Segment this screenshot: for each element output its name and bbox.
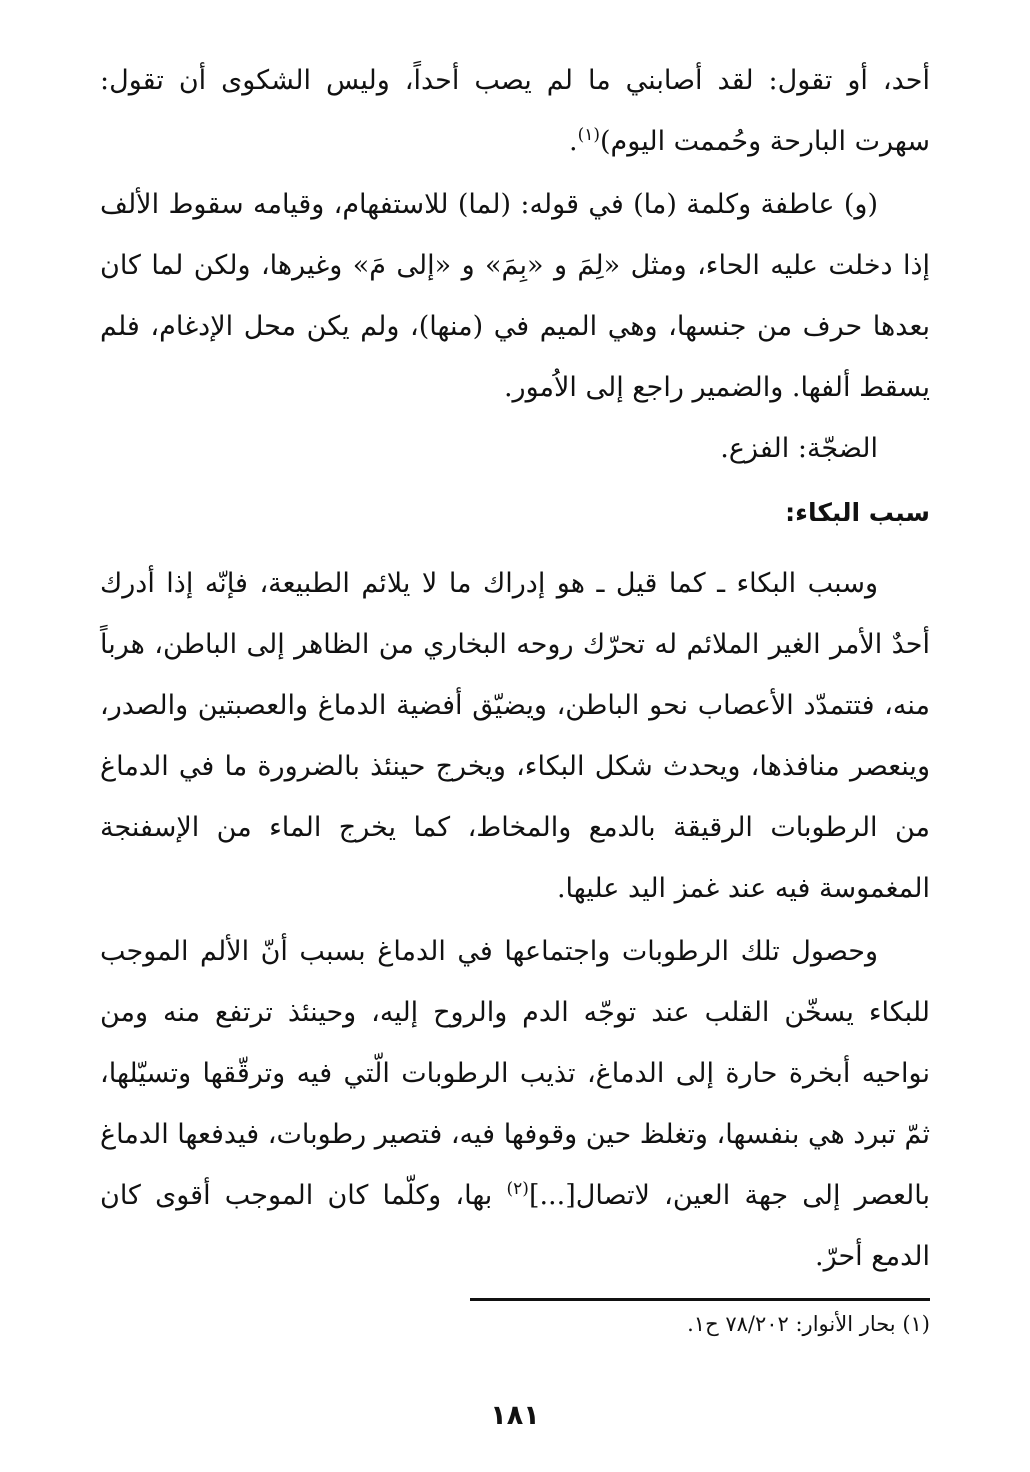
footnote: (١) بحار الأنوار: ٧٨/٢٠٢ ح١.	[687, 1312, 930, 1336]
paragraph-end: .	[569, 126, 578, 157]
page-body	[100, 50, 930, 1287]
section-heading: سبب البكاء:	[785, 498, 930, 527]
page-number: ١٨١	[490, 1400, 540, 1431]
paragraph: (و) عاطفة وكلمة (ما) في قوله: (لما) للاستفهام، وقيامه سقوط الألف إذا دخلت عليه الحاء، ومثل «لِمَ و «بِمَ» و «إلى مَ» وغيرها، ولكن لما كان بعدها حرف من جنسها، وهي الميم في (منها)، ولم يكن محل الإدغام، فلم يسقط ألفها. والضمير راجع إلى الاُمور.	[100, 189, 930, 403]
paragraph-text: أحد، أو تقول: لقد أصابني ما لم يصب أحداً، وليس الشكوى أن تقول: سهرت البارحة وحُممت اليوم)	[100, 65, 930, 157]
footnote-ref[interactable]: (٢)	[506, 1179, 529, 1199]
paragraph	[100, 921, 930, 1287]
paragraph: الضجّة: الفزع.	[720, 433, 878, 464]
footnote-ref[interactable]: (١)	[577, 125, 601, 145]
paragraph: وسبب البكاء ـ كما قيل ـ هو إدراك ما لا يلائم الطبيعة، فإنّه إذا أدرك أحدٌ الأمر الغير الملائم له تحرّك روحه البخاري من الظاهر إلى الباطن، هرباً منه، فتتمدّد الأعصاب نحو الباطن، ويضيّق أفضية الدماغ والعصبتين والصدر، وينعصر منافذها، ويحدث شكل البكاء، ويخرج حينئذ بالضرورة ما في الدماغ من الرطوبات الرقيقة بالدمع والمخاط، كما يخرج الماء من الإسفنجة المغموسة فيه عند غمز اليد عليها.	[100, 568, 930, 904]
footnote-divider	[470, 1298, 930, 1301]
paragraph-text: وحصول تلك الرطوبات واجتماعها في الدماغ بسبب أنّ الألم الموجب للبكاء يسخّن القلب عند توجّه الدم والروح إليه، وحينئذ ترتفع منه ومن نواحيه أبخرة حارة إلى الدماغ، تذيب الرطوبات الّتي فيه وترقّقها وتسيّلها، ثمّ تبرد هي بنفسها، وتغلظ حين وقوفها فيه، فتصير رطوبات، فيدفعها الدماغ بالعصر إلى جهة العين، لاتصال[...]	[100, 936, 931, 1211]
paragraph	[100, 50, 930, 172]
paragraph-text: بها، وكلّما كان الموجب أقوى كان الدمع أحرّ.	[100, 1180, 930, 1272]
